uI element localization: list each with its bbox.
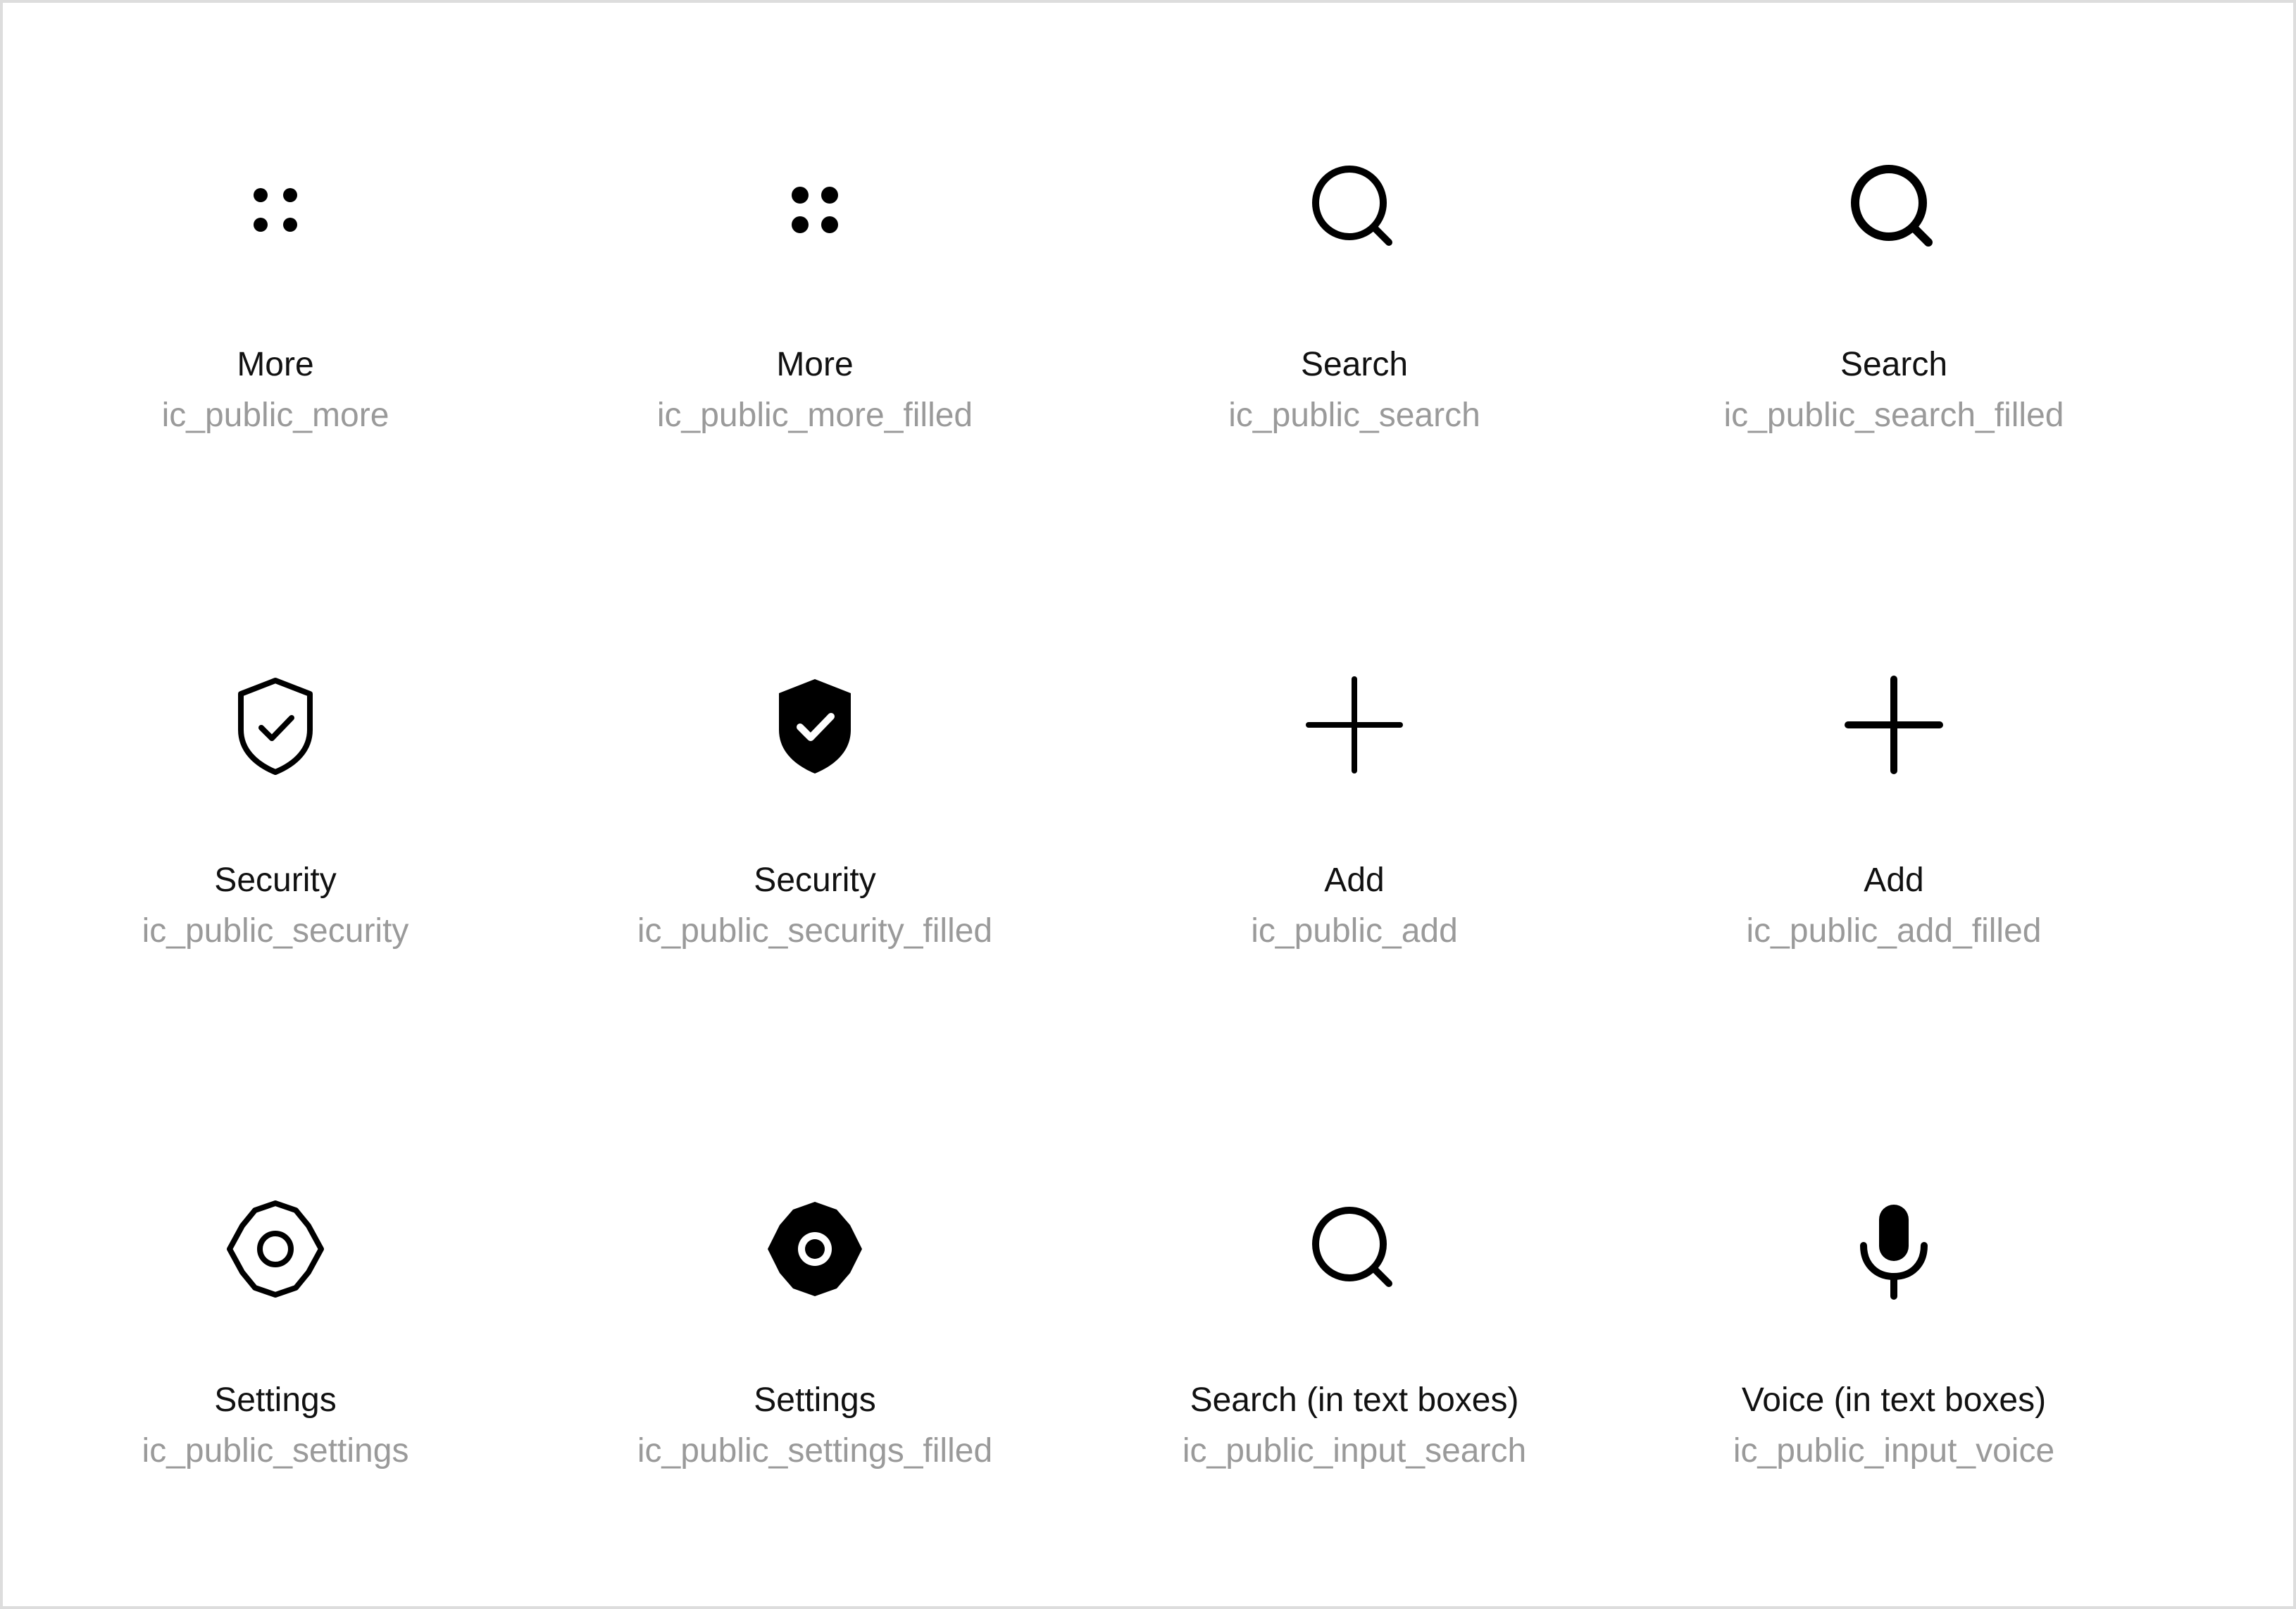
settings-icon xyxy=(223,1196,328,1302)
icon-title: Settings xyxy=(214,1381,337,1419)
icon-code: ic_public_security xyxy=(142,912,409,950)
security-filled-icon xyxy=(762,672,868,778)
search-icon xyxy=(1302,155,1407,261)
icon-title: Search xyxy=(1840,346,1948,383)
icon-card-settings-filled xyxy=(545,1045,1085,1565)
icon-card-more-filled xyxy=(545,6,1085,526)
icon-code: ic_public_settings_filled xyxy=(637,1432,993,1470)
input-search-icon xyxy=(1302,1196,1407,1302)
more-filled-icon xyxy=(762,155,868,261)
search-filled-icon xyxy=(1841,155,1947,261)
security-icon xyxy=(223,672,328,778)
icon-title: Add xyxy=(1864,862,1924,899)
icon-title: Add xyxy=(1324,862,1385,899)
input-voice-icon xyxy=(1841,1196,1947,1302)
icon-code: ic_public_add xyxy=(1251,912,1458,950)
icon-card-add-filled xyxy=(1624,526,2164,1045)
icon-title: Search xyxy=(1300,346,1409,383)
icon-title: More xyxy=(237,346,314,383)
icon-code: ic_public_settings xyxy=(142,1432,409,1470)
icon-title: Voice (in text boxes) xyxy=(1741,1381,2047,1419)
icon-code: ic_public_search_filled xyxy=(1723,397,2064,434)
icon-card-search-filled xyxy=(1624,6,2164,526)
icon-title: Security xyxy=(754,862,876,899)
icon-title: More xyxy=(776,346,854,383)
icon-card-input-search xyxy=(1085,1045,1624,1565)
icon-code: ic_public_add_filled xyxy=(1746,912,2042,950)
icon-code: ic_public_input_voice xyxy=(1733,1432,2055,1470)
icon-title: Search (in text boxes) xyxy=(1190,1381,1519,1419)
icon-card-search xyxy=(1085,6,1624,526)
icon-card-security xyxy=(6,526,545,1045)
icon-title: Settings xyxy=(754,1381,876,1419)
icon-code: ic_public_search xyxy=(1228,397,1480,434)
icon-code: ic_public_more_filled xyxy=(656,397,973,434)
settings-filled-icon xyxy=(762,1196,868,1302)
icon-card-settings xyxy=(6,1045,545,1565)
icon-title: Security xyxy=(214,862,337,899)
more-icon xyxy=(223,155,328,261)
icon-card-add xyxy=(1085,526,1624,1045)
icon-card-more xyxy=(6,6,545,526)
icon-code: ic_public_more xyxy=(161,397,389,434)
icon-code: ic_public_input_search xyxy=(1182,1432,1527,1470)
icon-card-input-voice xyxy=(1624,1045,2164,1565)
icon-card-security-filled xyxy=(545,526,1085,1045)
add-icon xyxy=(1302,672,1407,778)
add-filled-icon xyxy=(1841,672,1947,778)
icon-code: ic_public_security_filled xyxy=(637,912,993,950)
icon-grid xyxy=(6,6,2296,1609)
